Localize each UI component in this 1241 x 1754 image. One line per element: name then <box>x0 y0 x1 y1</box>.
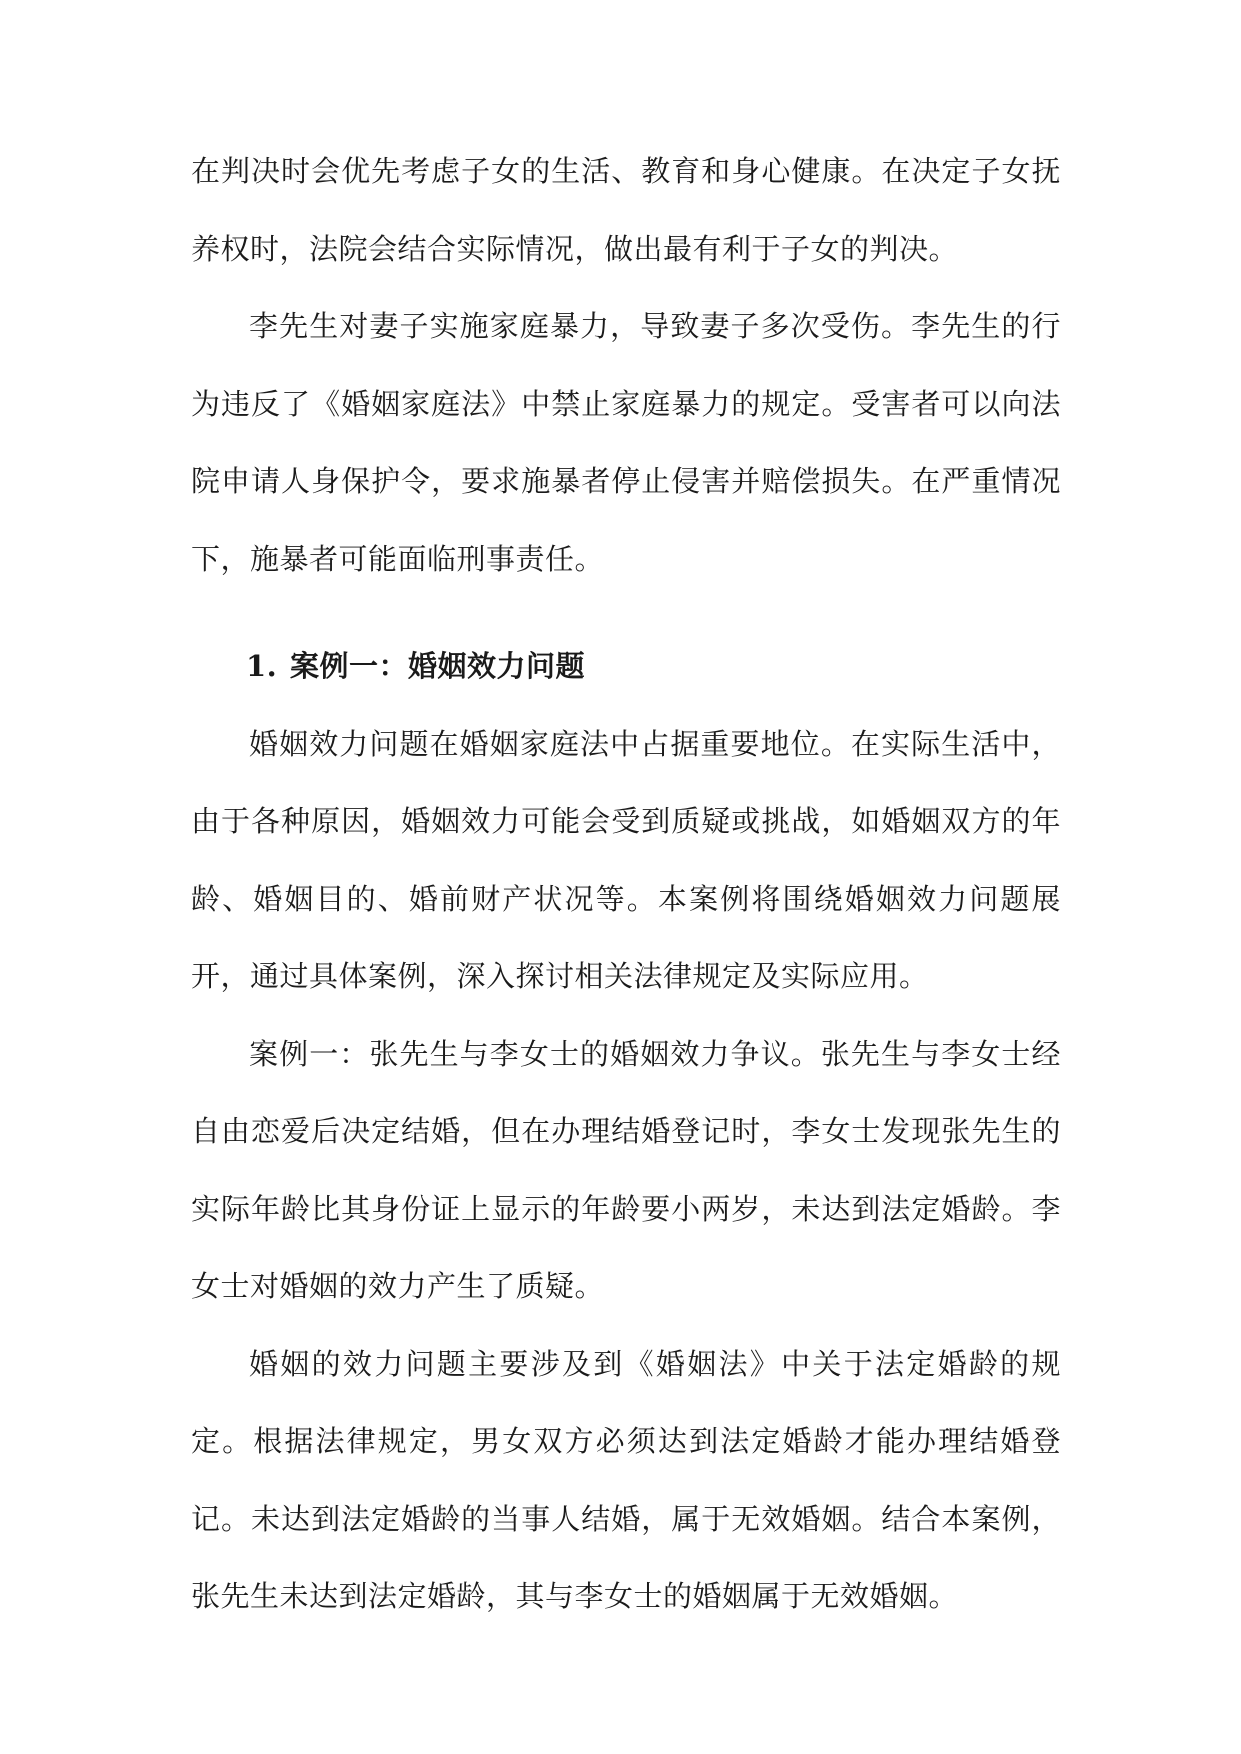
section-title: 案例一：婚姻效力问题 <box>290 649 586 683</box>
paragraph-child-custody-conclusion: 在判决时会优先考虑子女的生活、教育和身心健康。在决定子女抚养权时，法院会结合实际情况，做出最有利于子女的判决。 <box>191 154 1061 266</box>
paragraph-case-one-facts: 案例一：张先生与李女士的婚姻效力争议。张先生与李女士经自由恋爱后决定结婚，但在办理结婚登记时，李女士发现张先生的实际年龄比其身份证上显示的年龄要小两岁，未达到法定婚龄。李女士对婚姻的效力产生了质疑。 <box>191 1036 1061 1303</box>
paragraph-case-one-analysis: 婚姻的效力问题主要涉及到《婚姻法》中关于法定婚龄的规定。根据法律规定，男女双方必须达到法定婚龄才能办理结婚登记。未达到法定婚龄的当事人结婚，属于无效婚姻。结合本案例，张先生未达到法定婚龄，其与李女士的婚姻属于无效婚姻。 <box>191 1346 1061 1613</box>
section-number: 1. <box>246 649 278 683</box>
section-heading <box>191 628 1061 706</box>
document-body <box>191 133 1061 1636</box>
paragraph-domestic-violence: 李先生对妻子实施家庭暴力，导致妻子多次受伤。李先生的行为违反了《婚姻家庭法》中禁止家庭暴力的规定。受害者可以向法院申请人身保护令，要求施暴者停止侵害并赔偿损失。在严重情况下，施暴者可能面临刑事责任。 <box>191 309 1061 576</box>
paragraph-marriage-validity-intro: 婚姻效力问题在婚姻家庭法中占据重要地位。在实际生活中，由于各种原因，婚姻效力可能会受到质疑或挑战，如婚姻双方的年龄、婚姻目的、婚前财产状况等。本案例将围绕婚姻效力问题展开，通过具体案例，深入探讨相关法律规定及实际应用。 <box>191 726 1061 993</box>
